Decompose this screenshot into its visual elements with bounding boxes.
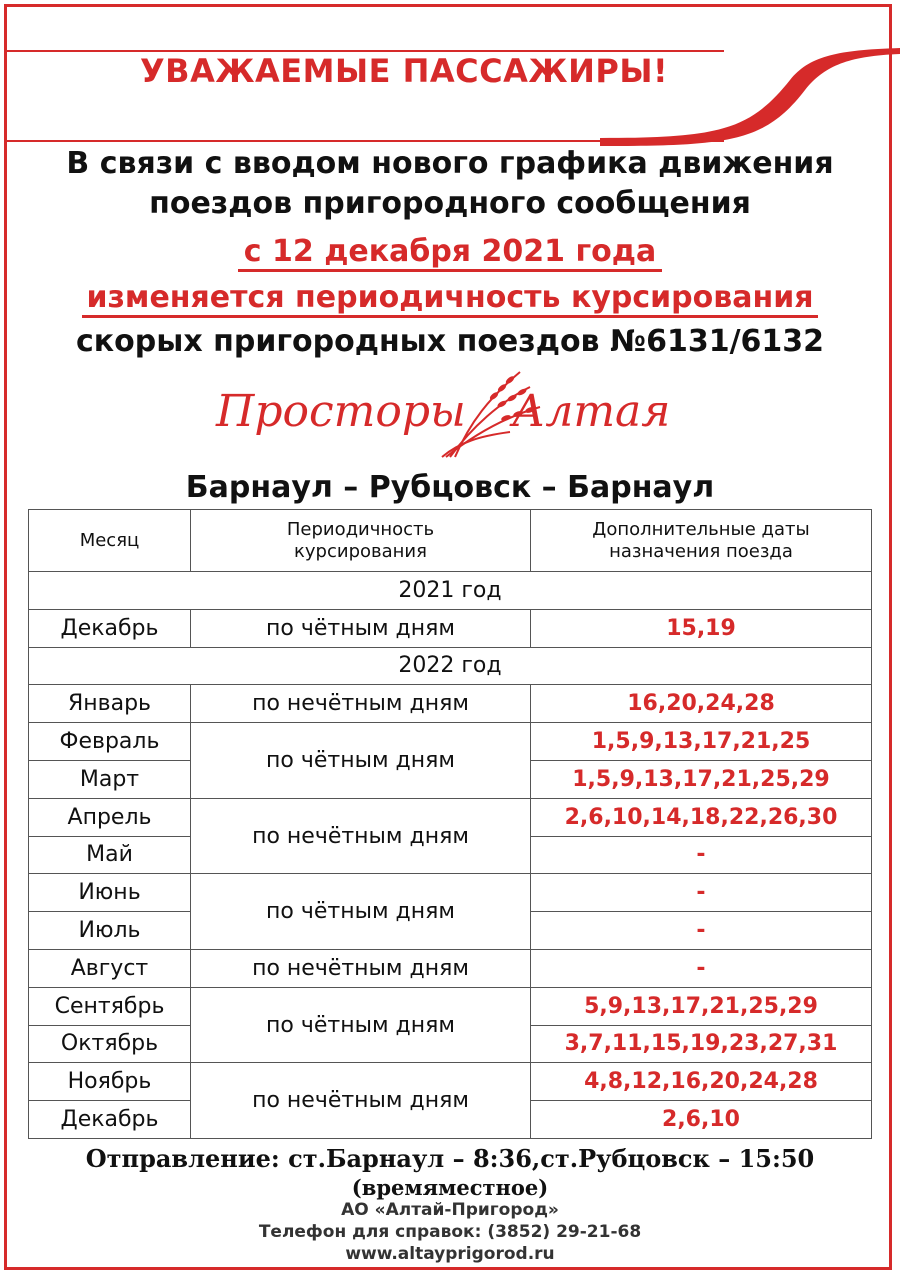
period-cell: по нечётным дням — [191, 685, 531, 723]
period-cell: по нечётным дням — [191, 1063, 531, 1139]
table-row — [29, 1063, 872, 1101]
header-dates — [531, 510, 872, 572]
banner-title: УВАЖАЕМЫЕ ПАССАЖИРЫ! — [140, 52, 669, 90]
dates-cell: 1,5,9,13,17,21,25 — [531, 723, 872, 761]
dates-cell: 2,6,10 — [531, 1101, 872, 1139]
effective-date-text: с 12 декабря 2021 года — [238, 234, 662, 272]
table-row — [29, 723, 872, 761]
month-cell: Июнь — [29, 874, 191, 912]
logo-text-left: Просторы — [216, 386, 466, 437]
month-cell: Февраль — [29, 723, 191, 761]
period-cell: по чётным дням — [191, 609, 531, 647]
month-cell: Май — [29, 836, 191, 874]
header-period-line-1: Периодичность — [286, 518, 435, 540]
year-2022: 2022 год — [29, 647, 872, 685]
departure-note: (времяместное) — [351, 1175, 549, 1200]
month-cell: Декабрь — [29, 1101, 191, 1139]
route-title: Барнаул – Рубцовск – Барнаул — [185, 470, 715, 505]
company-name: АО «Алтай-Пригород» — [341, 1200, 559, 1220]
period-cell: по чётным дням — [191, 723, 531, 799]
change-notice — [0, 278, 900, 318]
table-header-row — [29, 510, 872, 572]
header-month: Месяц — [29, 510, 191, 572]
dates-cell: - — [531, 836, 872, 874]
year-row — [29, 572, 872, 610]
month-cell: Июль — [29, 912, 191, 950]
month-cell: Март — [29, 760, 191, 798]
dates-cell: - — [531, 874, 872, 912]
month-cell: Декабрь — [29, 609, 191, 647]
period-cell: по чётным дням — [191, 874, 531, 950]
month-cell: Ноябрь — [29, 1063, 191, 1101]
dates-cell: - — [531, 912, 872, 950]
dates-cell: 16,20,24,28 — [531, 685, 872, 723]
month-cell: Апрель — [29, 798, 191, 836]
table-row — [29, 609, 872, 647]
dates-cell: 3,7,11,15,19,23,27,31 — [531, 1025, 872, 1063]
table-row — [29, 798, 872, 836]
table-row — [29, 874, 872, 912]
month-cell: Январь — [29, 685, 191, 723]
schedule-table — [28, 509, 872, 1139]
dates-cell: 2,6,10,14,18,22,26,30 — [531, 798, 872, 836]
dates-cell: 5,9,13,17,21,25,29 — [531, 987, 872, 1025]
effective-date — [0, 232, 900, 272]
table-row — [29, 987, 872, 1025]
website-link[interactable]: www.altayprigorod.ru — [345, 1244, 555, 1264]
headline-line-1: В связи с вводом нового графика движения — [66, 146, 834, 181]
year-row — [29, 647, 872, 685]
dates-cell: 1,5,9,13,17,21,25,29 — [531, 760, 872, 798]
logo-text-right: Алтая — [512, 386, 671, 437]
table-row — [29, 685, 872, 723]
period-cell: по чётным дням — [191, 987, 531, 1063]
period-cell: по нечётным дням — [191, 949, 531, 987]
departure-times: Отправление: ст.Барнаул – 8:36,ст.Рубцовск – 15:50 — [85, 1144, 815, 1173]
train-numbers: скорых пригородных поездов №6131/6132 — [75, 324, 825, 359]
month-cell: Октябрь — [29, 1025, 191, 1063]
header-period-line-2: курсирования — [294, 540, 427, 562]
dates-cell: - — [531, 949, 872, 987]
headline-line-2: поездов пригородного сообщения — [149, 186, 751, 221]
header-dates-line-1: Дополнительные даты — [592, 518, 810, 540]
header-period — [191, 510, 531, 572]
table-row — [29, 949, 872, 987]
change-notice-text: изменяется периодичность курсирования — [82, 280, 817, 318]
year-2021: 2021 год — [29, 572, 872, 610]
month-cell: Август — [29, 949, 191, 987]
header-dates-line-2: назначения поезда — [609, 540, 793, 562]
period-cell: по нечётным дням — [191, 798, 531, 874]
dates-cell: 15,19 — [531, 609, 872, 647]
month-cell: Сентябрь — [29, 987, 191, 1025]
dates-cell: 4,8,12,16,20,24,28 — [531, 1063, 872, 1101]
phone-number: Телефон для справок: (3852) 29-21-68 — [258, 1222, 642, 1242]
